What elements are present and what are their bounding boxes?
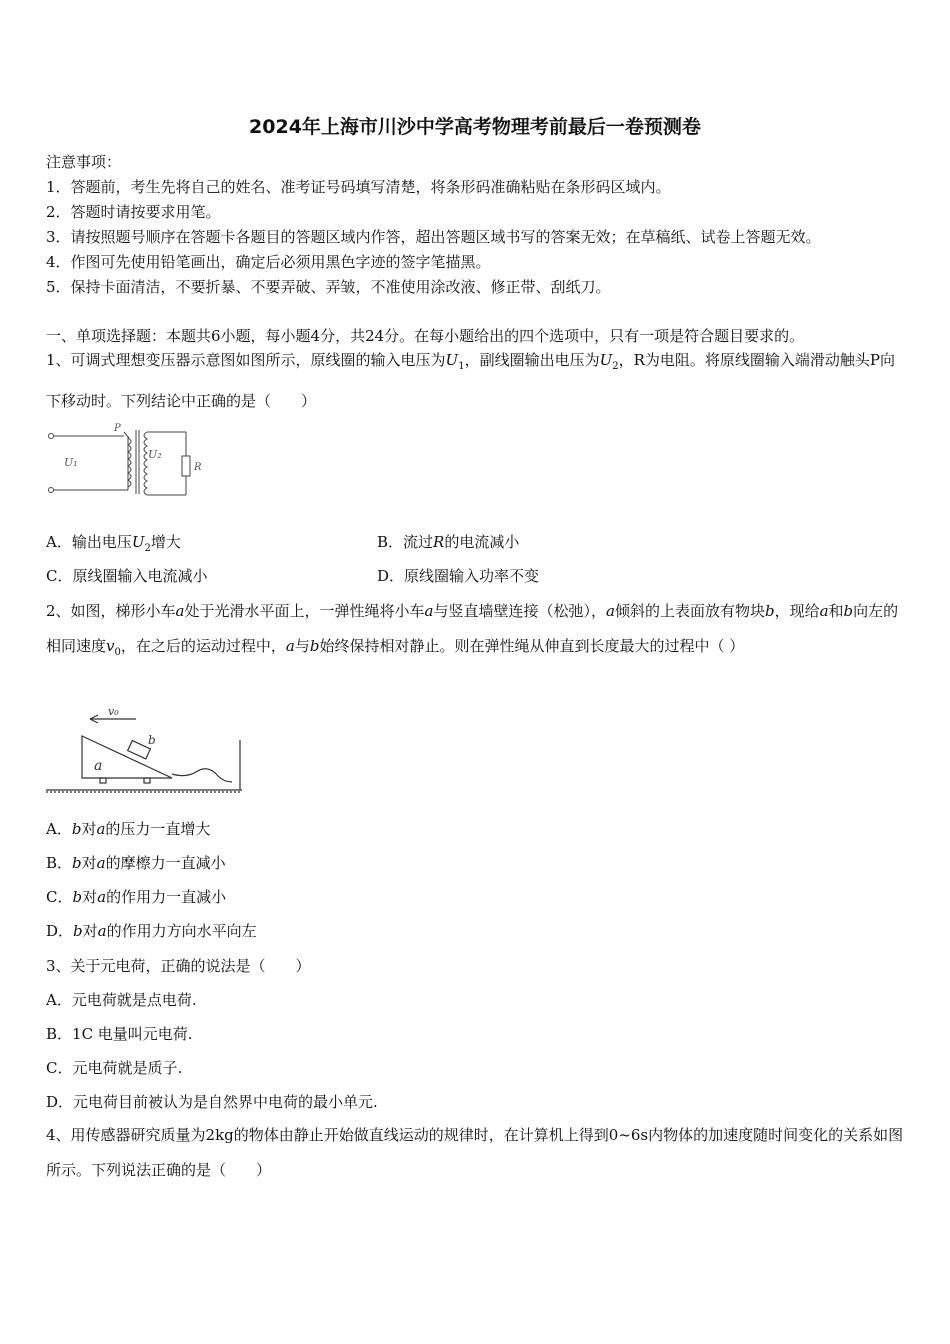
cart-figure bbox=[44, 700, 244, 795]
question-2-option-a: A．b对a的压力一直增大 bbox=[46, 820, 211, 838]
page-title: 2024年上海市川沙中学高考物理考前最后一卷预测卷 bbox=[249, 116, 701, 138]
question-1-option-a: A．输出电压$U_2$增大 bbox=[46, 533, 181, 554]
u2-label: U₂ bbox=[148, 448, 162, 461]
v0-label: v₀ bbox=[108, 705, 119, 718]
transformer-figure bbox=[44, 418, 214, 500]
u1-label: U₁ bbox=[64, 456, 78, 469]
notice-item: 5．保持卡面清洁，不要折暴、不要弄破、弄皱，不准使用涂改液、修正带、刮纸刀。 bbox=[46, 278, 611, 296]
question-1-stem: 1、可调式理想变压器示意图如图所示，原线圈的输入电压为$U_1$，副线圈输出电压为$U_2$，R为电阻。将原线圈输入端滑动触头P向下移动时。下列结论中正确的是（ ） bbox=[46, 351, 896, 410]
question-1-option-b: B．流过R的电流减小 bbox=[377, 533, 520, 551]
question-1-option-c: C．原线圈输入电流减小 bbox=[46, 567, 208, 585]
question-4-stem: 4、用传感器研究质量为2kg的物体由静止开始做直线运动的规律时，在计算机上得到0~6s内物体的加速度随时间变化的关系如图所示。下列说法正确的是（ ） bbox=[46, 1126, 904, 1179]
question-3-option-a: A．元电荷就是点电荷. bbox=[46, 991, 197, 1009]
notice-item: 4．作图可先使用铅笔画出，确定后必须用黑色字迹的签字笔描黑。 bbox=[46, 253, 491, 271]
question-2-option-b: B．b对a的摩檫力一直减小 bbox=[46, 854, 226, 872]
notice-heading: 注意事项： bbox=[46, 153, 122, 171]
section-heading: 一、单项选择题：本题共6小题，每小题4分，共24分。在每小题给出的四个选项中，只有一项是符合题目要求的。 bbox=[46, 327, 805, 345]
question-2-stem: 2、如图，梯形小车a处于光滑水平面上，一弹性绳将小车a与竖直墙壁连接（松弛），a倾斜的上表面放有物块b，现给a和b向左的相同速度$v_0$，在之后的运动过程中，a与b始终保持相对静止。则在弹性绳从伸直到长度最大的过程中（ ） bbox=[46, 602, 899, 658]
question-3-option-d: D．元电荷目前被认为是自然界中电荷的最小单元. bbox=[46, 1093, 378, 1111]
question-2-option-c: C．b对a的作用力一直减小 bbox=[46, 888, 227, 906]
question-3-option-c: C．元电荷就是质子. bbox=[46, 1059, 183, 1077]
question-1-option-d: D．原线圈输入功率不变 bbox=[377, 567, 540, 585]
notice-item: 2．答题时请按要求用笔。 bbox=[46, 203, 221, 221]
question-3-option-b: B．1C 电量叫元电荷. bbox=[46, 1025, 193, 1043]
notice-item: 3．请按照题号顺序在答题卡各题目的答题区域内作答，超出答题区域书写的答案无效；在草稿纸、试卷上答题无效。 bbox=[46, 228, 821, 246]
a-label: a bbox=[94, 758, 103, 774]
b-label: b bbox=[148, 733, 156, 747]
question-3-stem: 3、关于元电荷，正确的说法是（ ） bbox=[46, 957, 311, 975]
question-2-option-d: D．b对a的作用力方向水平向左 bbox=[46, 922, 257, 940]
p-label: P bbox=[114, 423, 121, 434]
r-label: R bbox=[194, 462, 202, 473]
notice-item: 1．答题前，考生先将自己的姓名、准考证号码填写清楚，将条形码准确粘贴在条形码区域内。 bbox=[46, 178, 671, 196]
